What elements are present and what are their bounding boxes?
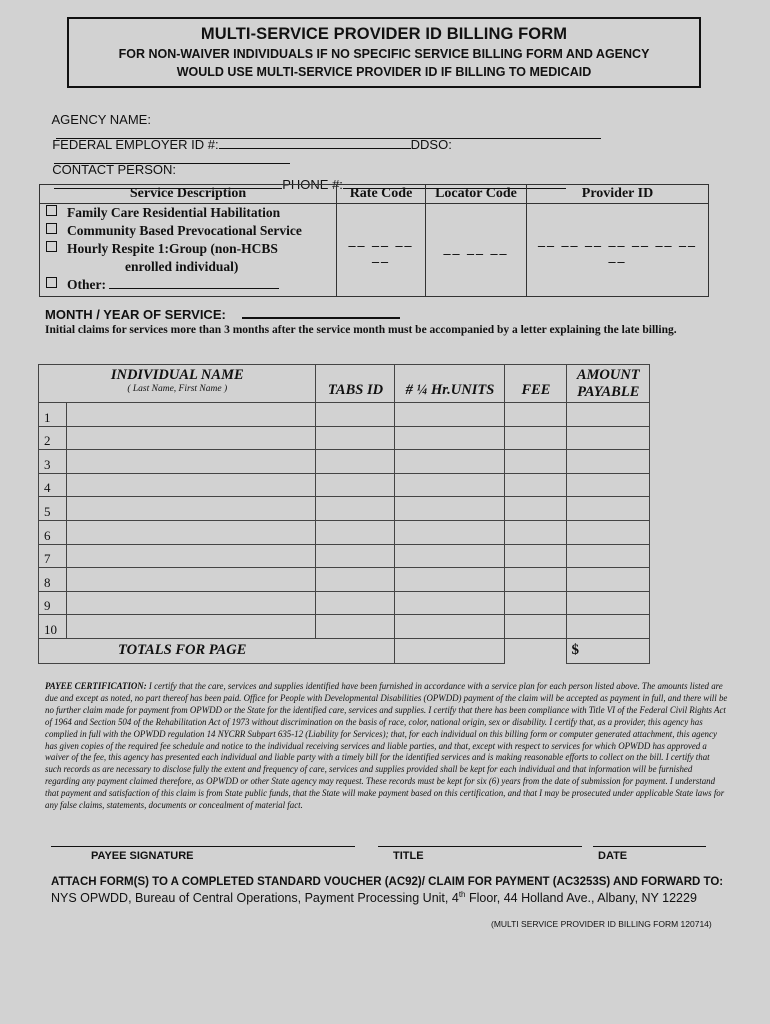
agency-name-label: AGENCY NAME: [51, 112, 151, 127]
row-number: 5 [39, 497, 67, 521]
units-cell[interactable] [395, 615, 505, 639]
other-label: Other: [67, 277, 106, 292]
form-subtitle-line1: FOR NON-WAIVER INDIVIDUALS IF NO SPECIFIC SERVICE BILLING FORM AND AGENCY [118, 47, 650, 61]
table-row [39, 615, 650, 639]
row-number: 3 [39, 450, 67, 474]
payee-signature-label: PAYEE SIGNATURE [91, 850, 194, 862]
form-title-box [67, 17, 701, 88]
row-number: 6 [39, 520, 67, 544]
date-label: DATE [598, 850, 628, 862]
table-row [39, 450, 650, 474]
family-care-label: Family Care Residential Habilitation [67, 205, 281, 220]
individual-name-header [39, 365, 316, 403]
fee-cell[interactable] [505, 544, 567, 568]
federal-employer-id-label: FEDERAL EMPLOYER ID #: [52, 137, 219, 152]
service-options [40, 204, 337, 297]
tabs-id-cell[interactable] [316, 426, 395, 450]
totals-units-cell[interactable] [395, 638, 505, 663]
payee-signature-line[interactable] [51, 846, 355, 847]
fee-cell[interactable] [505, 615, 567, 639]
other-service-field[interactable] [109, 276, 279, 289]
month-year-field[interactable] [242, 307, 400, 319]
units-cell[interactable] [395, 544, 505, 568]
phone-label: PHONE #: [282, 177, 343, 192]
amount-payable-header [567, 365, 650, 403]
totals-fee-spacer [505, 638, 567, 663]
units-header: # ¼ Hr.UNITS [395, 365, 505, 403]
prevocational-checkbox[interactable] [46, 223, 57, 234]
amount-header-line2: PAYABLE [577, 383, 640, 400]
title-label: TITLE [393, 850, 424, 862]
amount-header-line1: AMOUNT [576, 366, 640, 383]
rate-code-field[interactable]: __ __ __ __ [337, 204, 426, 297]
family-care-checkbox[interactable] [46, 205, 57, 216]
tabs-id-cell[interactable] [316, 615, 395, 639]
fee-cell[interactable] [505, 473, 567, 497]
tabs-id-cell[interactable] [316, 591, 395, 615]
table-row [39, 473, 650, 497]
amount-cell[interactable] [567, 450, 650, 474]
table-row [39, 403, 650, 427]
units-cell[interactable] [395, 473, 505, 497]
tabs-id-cell[interactable] [316, 497, 395, 521]
amount-cell[interactable] [567, 473, 650, 497]
address-part2: Floor, 44 Holland Ave., Albany, NY 12229 [465, 891, 697, 906]
units-cell[interactable] [395, 568, 505, 592]
form-id: (MULTI SERVICE PROVIDER ID BILLING FORM 120714) [491, 919, 712, 929]
service-description-header: Service Description [40, 185, 337, 204]
units-cell[interactable] [395, 520, 505, 544]
amount-cell[interactable] [567, 520, 650, 544]
amount-cell[interactable] [567, 544, 650, 568]
month-year-label: MONTH / YEAR OF SERVICE: [45, 307, 226, 322]
individual-name-title: INDIVIDUAL NAME [110, 367, 244, 383]
row-number: 2 [39, 426, 67, 450]
certification-text: I certify that the care, services and supplies identified have been furnished in accordance with a service plan for each person listed above. The amounts listed are due and except as noted, no part thereof has been paid. Office for People with Developmental Disabilities (OPWDD) payment of the claim will be accepted as payment in full, and there will be no further claim made for payment from OPWDD or the State for the identified care, services and supplies. I certify that there has been compliance with Title VI of the Federal Civil Rights Act of 1964 and Section 504 of the Rehabilitation Act of 1973 without discrimination on the basis of race, color, national origin, sex or disability. I certify that, as a provider, this agency has complied in full with the OPWDD regulation 14 NYCRR Subpart 635-12 (Liability for Services); that, for each individual on this billing form or computer generated attachment, this agency has given copies of the required fee schedule and notice to the individual receiving services and liable parties, and that, except with respect to services for which OPWDD has approved a waiver of the fee, this agency has presented each individual and liable party with a timely bill for the identified services and is making reasonable efforts to collect on the bill. I certify that such records as are necessary to disclose fully the extent and frequency of care, services and supplies provided shall be kept for each individual and that information will be furnished regarding any payment claimed therefore, as OPWDD or other State agency may request. These records must be kept for six (6) years from the date of submission for payment. I understand that payment and satisfaction of this claim is from State public funds, that the State will make payment based on this certification, and that I may be prosecuted under applicable State laws for any false claims, statements, documents or concealment of material fact. [45, 681, 728, 811]
service-option-other [46, 276, 332, 294]
units-cell[interactable] [395, 591, 505, 615]
respite-label: Hourly Respite 1:Group (non-HCBS [67, 241, 278, 256]
individual-name-cell[interactable] [67, 591, 316, 615]
amount-cell[interactable] [567, 615, 650, 639]
table-row [39, 520, 650, 544]
individual-name-cell[interactable] [67, 497, 316, 521]
mailing-address [51, 890, 697, 905]
other-checkbox[interactable] [46, 277, 57, 288]
row-number: 4 [39, 473, 67, 497]
table-row [39, 497, 650, 521]
individual-name-cell[interactable] [67, 544, 316, 568]
row-number: 1 [39, 403, 67, 427]
fee-cell[interactable] [505, 403, 567, 427]
table-row [39, 591, 650, 615]
fee-cell[interactable] [505, 591, 567, 615]
fee-cell[interactable] [505, 497, 567, 521]
individual-name-cell[interactable] [67, 426, 316, 450]
address-sup: th [458, 890, 466, 899]
tabs-id-cell[interactable] [316, 544, 395, 568]
payee-certification [45, 681, 728, 812]
fee-header: FEE [505, 365, 567, 403]
individual-name-cell[interactable] [67, 450, 316, 474]
row-number: 7 [39, 544, 67, 568]
locator-code-header: Locator Code [426, 185, 527, 204]
locator-code-field[interactable]: __ __ __ [426, 204, 527, 297]
units-cell[interactable] [395, 497, 505, 521]
units-cell[interactable] [395, 403, 505, 427]
respite-label-continued: enrolled individual) [125, 259, 239, 274]
individual-name-cell[interactable] [67, 568, 316, 592]
fee-cell[interactable] [505, 450, 567, 474]
contact-person-label: CONTACT PERSON: [52, 162, 176, 177]
amount-cell[interactable] [567, 497, 650, 521]
prevocational-label: Community Based Prevocational Service [67, 223, 302, 238]
tabs-id-cell[interactable] [316, 520, 395, 544]
fee-cell[interactable] [505, 426, 567, 450]
individual-name-cell[interactable] [67, 520, 316, 544]
amount-cell[interactable] [567, 426, 650, 450]
tabs-id-cell[interactable] [316, 568, 395, 592]
form-subtitle-line2: WOULD USE MULTI-SERVICE PROVIDER ID IF BILLING TO MEDICAID [176, 65, 592, 79]
units-cell[interactable] [395, 450, 505, 474]
respite-checkbox[interactable] [46, 241, 57, 252]
late-claims-note: Initial claims for services more than 3 months after the service month must be accompanied by a letter explaining the late billing. [45, 324, 677, 336]
table-row [39, 426, 650, 450]
title-line[interactable] [378, 846, 582, 847]
tabs-id-cell[interactable] [316, 403, 395, 427]
address-part1: NYS OPWDD, Bureau of Central Operations, Payment Processing Unit, 4 [51, 891, 459, 906]
row-number: 9 [39, 591, 67, 615]
amount-cell[interactable] [567, 591, 650, 615]
individual-name-cell[interactable] [67, 403, 316, 427]
service-option-respite [46, 240, 332, 258]
fee-cell[interactable] [505, 520, 567, 544]
attach-instruction: ATTACH FORM(S) TO A COMPLETED STANDARD VOUCHER (AC92)/ CLAIM FOR PAYMENT (AC3253S) AND FORWARD TO: [51, 876, 724, 888]
individual-name-cell[interactable] [67, 615, 316, 639]
row-number: 10 [39, 615, 67, 639]
totals-currency: $ [571, 642, 579, 659]
service-option-family-care [46, 204, 332, 222]
tabs-id-cell[interactable] [316, 473, 395, 497]
table-row [39, 568, 650, 592]
provider-id-field[interactable]: __ __ __ __ __ __ __ __ [527, 204, 709, 297]
month-year-row [45, 307, 400, 322]
totals-label: TOTALS FOR PAGE [39, 638, 395, 663]
fee-cell[interactable] [505, 568, 567, 592]
ddso-label: DDSO: [410, 137, 452, 152]
service-table [39, 184, 709, 297]
amount-cell[interactable] [567, 403, 650, 427]
form-title: MULTI-SERVICE PROVIDER ID BILLING FORM [200, 25, 568, 43]
rate-code-header: Rate Code [337, 185, 426, 204]
row-number: 8 [39, 568, 67, 592]
provider-id-header: Provider ID [527, 185, 709, 204]
date-line[interactable] [593, 846, 706, 847]
units-cell[interactable] [395, 426, 505, 450]
table-row [39, 544, 650, 568]
totals-amount-cell[interactable] [567, 638, 650, 663]
individual-name-cell[interactable] [67, 473, 316, 497]
tabs-id-cell[interactable] [316, 450, 395, 474]
individual-table [38, 364, 650, 664]
service-option-prevocational [46, 222, 332, 240]
amount-cell[interactable] [567, 568, 650, 592]
certification-label: PAYEE CERTIFICATION: [45, 681, 147, 691]
tabs-id-header: TABS ID [316, 365, 395, 403]
individual-name-subtitle: ( Last Name, First Name ) [127, 384, 228, 394]
